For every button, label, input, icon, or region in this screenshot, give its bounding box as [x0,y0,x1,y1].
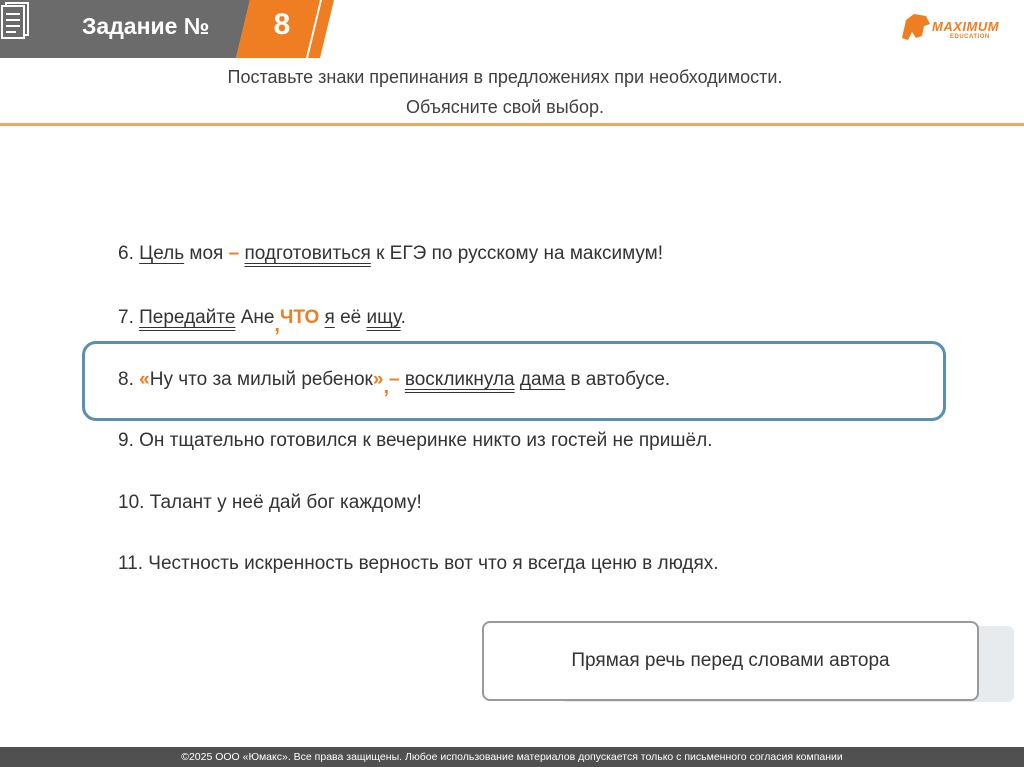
sentence-9: 9. Он тщательно готовился к вечеринке никто из гостей не пришёл. [118,430,713,451]
inserted-comma: , [274,314,280,336]
sentence-7: 7. Передайте Ане,ЧТО я её ищу. [118,307,406,336]
dash-mark: – [228,243,240,264]
instruction-line-1: Поставьте знаки препинания в предложениях при необходимости. [227,67,783,87]
header-divider [0,123,1024,126]
footer-copyright: ©2025 ООО «Юмакс». Все права защищены. Любое использование материалов допускается только с письменного согласия компании [0,747,1024,767]
sentence-11: 11. Честность искренность верность вот что я всегда ценю в людях. [118,553,719,574]
subject-word: Цель [139,243,185,264]
conjunction-word: ЧТО [279,307,320,328]
predicate-word: Передайте [139,307,236,328]
subject-word: я [324,307,335,328]
instruction-line-2: Объясните свой выбор. [405,97,605,117]
task-instruction [0,62,1010,122]
subject-word: дама [519,369,566,390]
quote-close: » [372,369,384,390]
sentence-8: 8. «Ну что за милый ребенок»,– воскликнула дама в автобусе. [118,369,671,398]
dash-mark: – [389,369,400,390]
sentence-6: 6. Цель моя – подготовиться к ЕГЭ по русскому на максимум! [118,243,664,264]
task-number: 8 [273,8,291,41]
document-icon [0,0,32,40]
task-header [0,0,335,58]
answer-box: Прямая речь перед словами автора [482,621,979,701]
predicate-word: ищу [366,307,401,328]
logo-subtext: EDUCATION [950,34,990,40]
predicate-word: подготовиться [244,243,371,264]
predicate-word: воскликнула [404,369,515,390]
logo-text: MAXIMUM [932,19,1000,34]
task-label: Задание № [82,13,210,39]
maximum-logo [898,8,1016,48]
inserted-comma: , [383,376,389,398]
mascot-icon [898,8,932,48]
quote-open: « [139,369,150,390]
sentence-10: 10. Талант у неё дай бог каждому! [118,492,422,513]
